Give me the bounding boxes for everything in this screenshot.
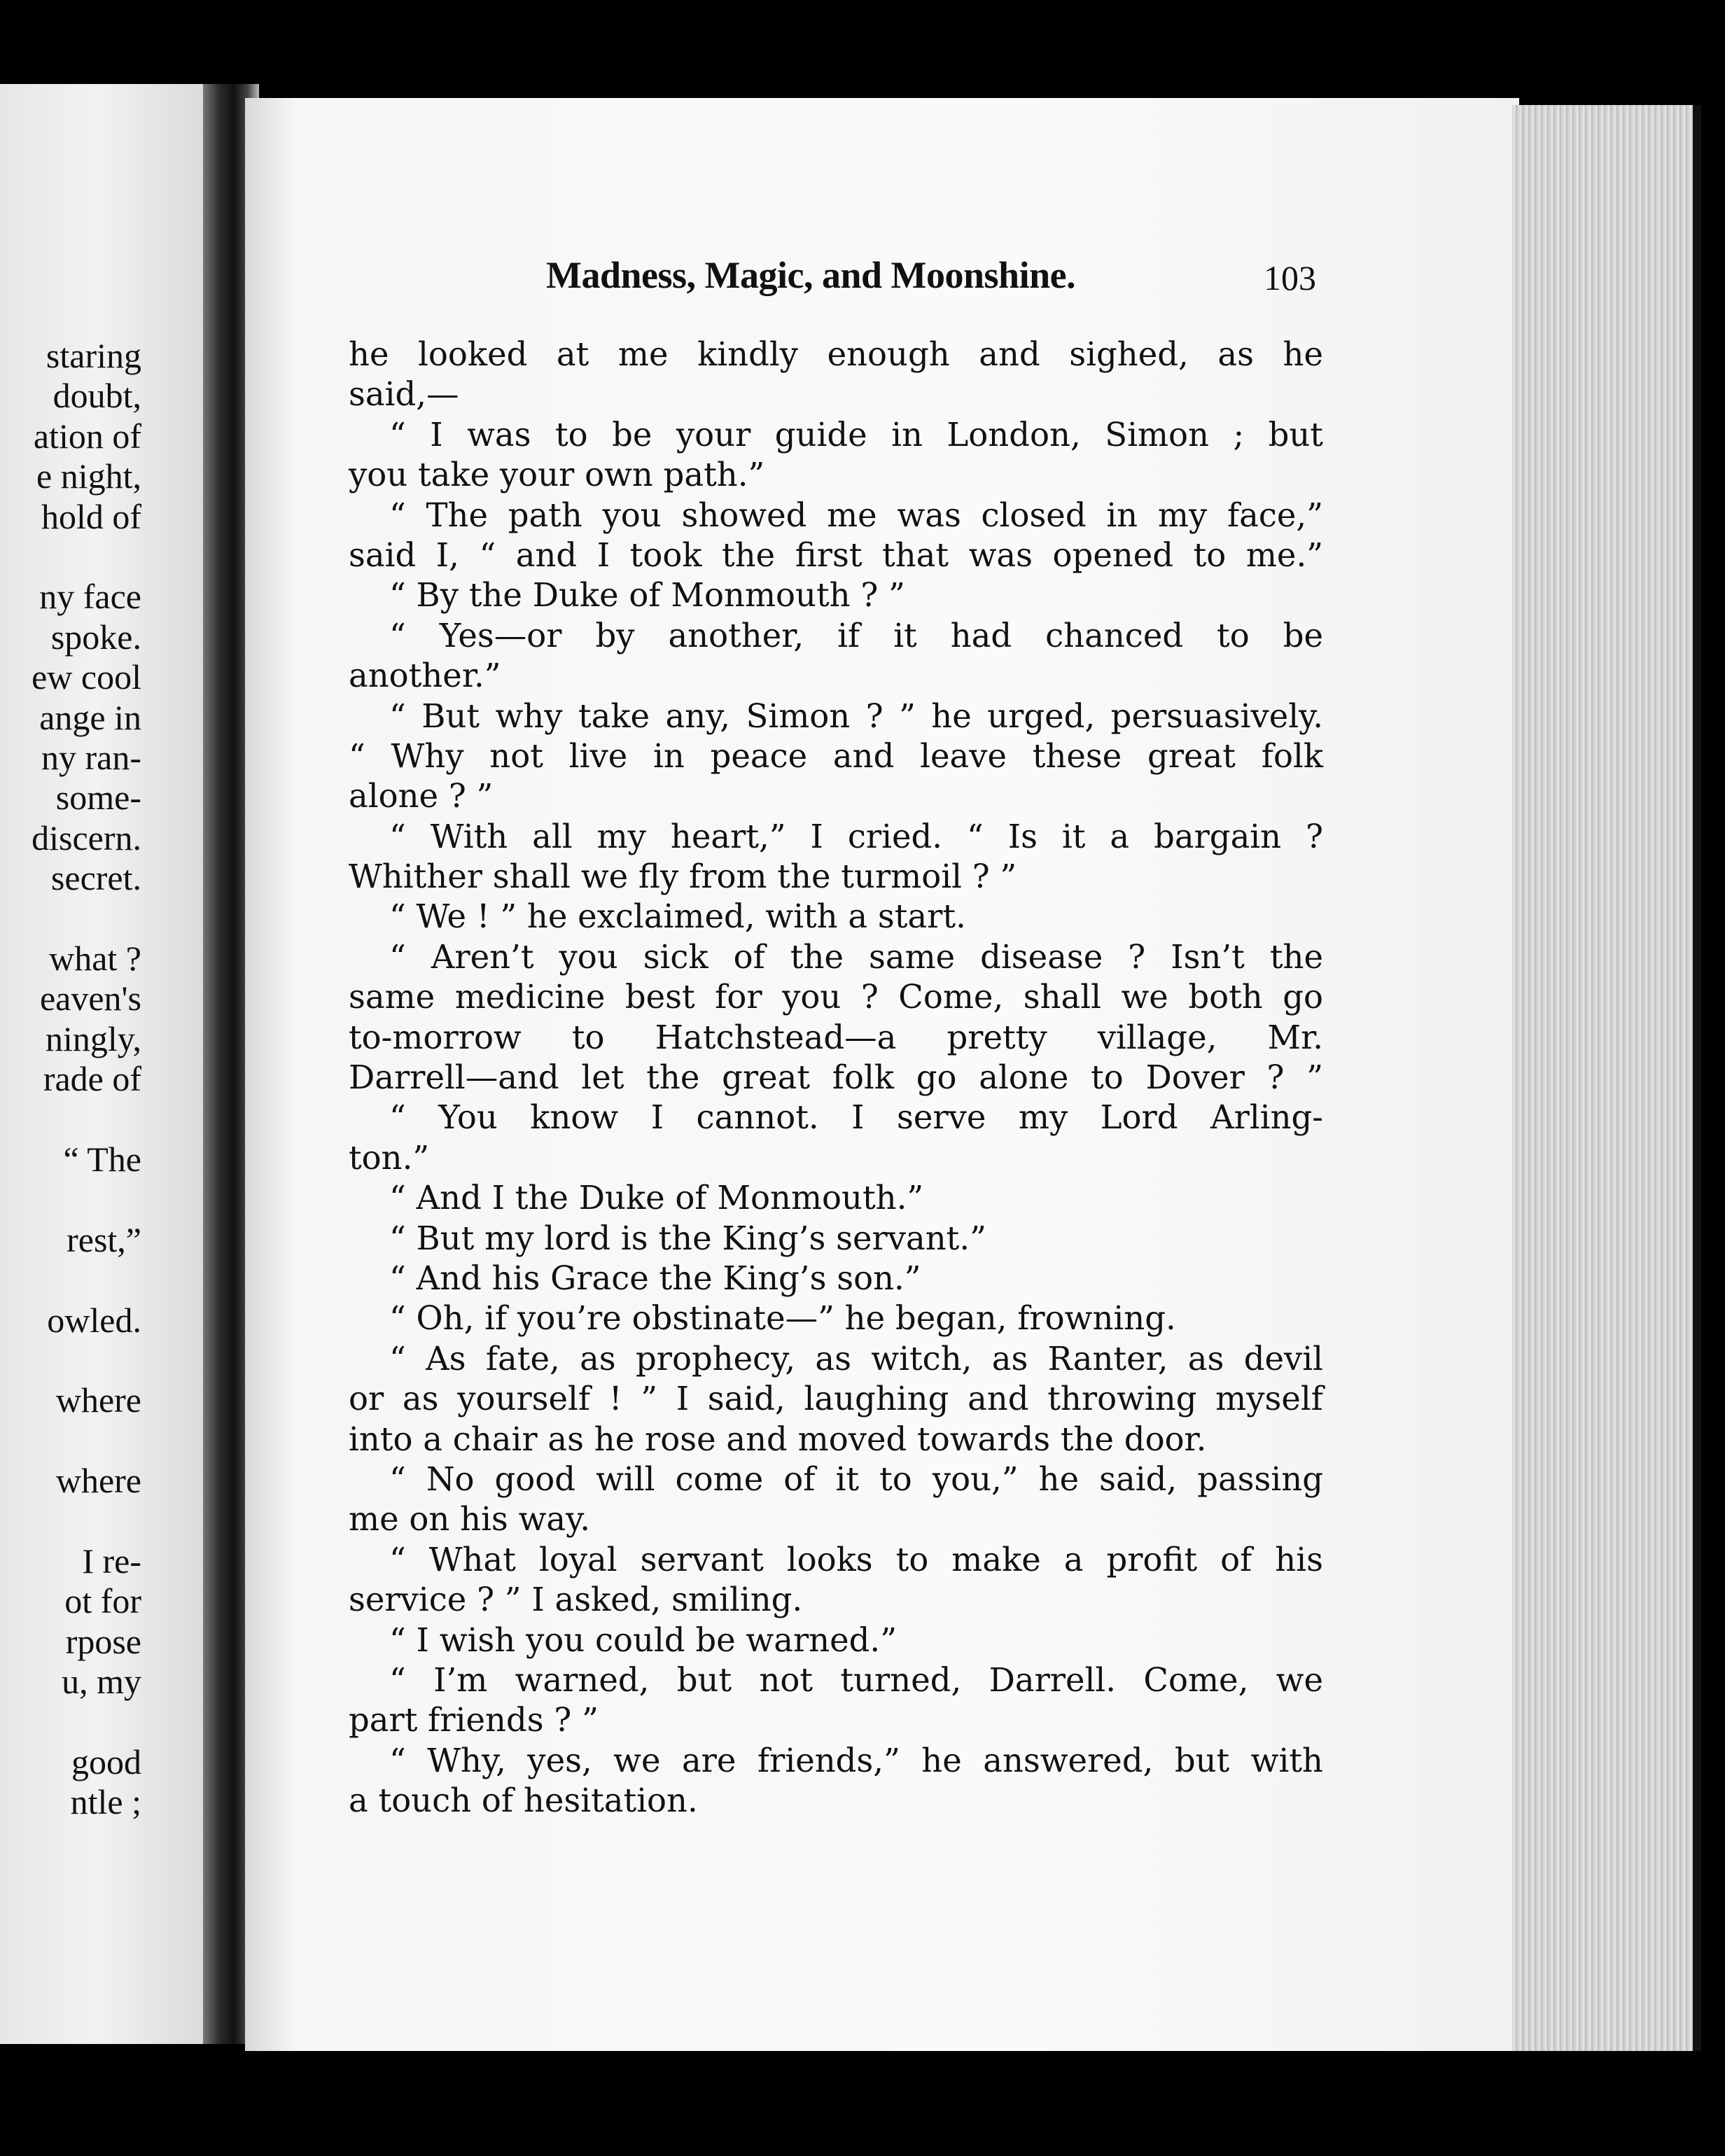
text-line: alone ? ”: [349, 777, 494, 816]
text-line: “ What loyal servant looks to make a profit of his: [389, 1540, 1323, 1578]
text-line: said I, “ and I took the first that was opened to me.”: [349, 536, 1323, 574]
left-page-fragment: rade of: [43, 1059, 141, 1099]
text-line: he looked at me kindly enough and sighed, as he: [349, 335, 1323, 373]
text-line: “ Why not live in peace and leave these great folk: [349, 736, 1323, 775]
left-page-fragment: ntle ;: [70, 1782, 141, 1822]
left-page-fragment: some-: [55, 778, 141, 818]
text-line: “ Yes—or by another, if it had chanced to be: [389, 616, 1323, 654]
text-line: “ Why, yes, we are friends,” he answered, but with: [389, 1741, 1323, 1779]
text-line: service ? ” I asked, smiling.: [349, 1581, 803, 1619]
left-page-fragment: ew cool: [32, 657, 141, 697]
text-line: Whither shall we fly from the turmoil ? ”: [349, 858, 1017, 896]
left-page-fragment: what ?: [49, 939, 141, 978]
text-line: “ With all my heart,” I cried. “ Is it a bargain ?: [389, 817, 1323, 855]
left-page-fragment: ot for: [64, 1581, 141, 1621]
left-page-fragment: rest,”: [67, 1219, 141, 1259]
text-line: “ I’m warned, but not turned, Darrell. Come, we: [389, 1660, 1323, 1699]
left-page-fragment: hold of: [41, 496, 141, 536]
text-line: “ And his Grace the King’s son.”: [389, 1259, 921, 1297]
text-line: to-morrow to Hatchstead—a pretty village, Mr.: [349, 1018, 1323, 1056]
left-page-fragment: staring: [46, 336, 141, 375]
text-line: “ No good will come of it to you,” he said, passing: [389, 1460, 1323, 1498]
text-line: “ I was to be your guide in London, Simon ; but: [389, 415, 1323, 454]
text-line: “ I wish you could be warned.”: [389, 1620, 897, 1659]
left-page-fragment: doubt,: [53, 376, 141, 416]
page-number: 103: [1264, 258, 1316, 298]
text-line: “ We ! ” he exclaimed, with a start.: [389, 897, 966, 936]
previous-page: [0, 84, 238, 2044]
text-line: “ As fate, as prophecy, as witch, as Ranter, as devil: [389, 1339, 1323, 1378]
left-page-fragment: ation of: [33, 416, 141, 456]
left-page-fragment: ny face: [39, 577, 141, 617]
text-line: same medicine best for you ? Come, shall we both go: [349, 978, 1323, 1016]
left-page-fragment: discern.: [32, 818, 141, 858]
left-page-fragment: eaven's: [39, 979, 141, 1018]
left-page-fragment: u, my: [62, 1662, 141, 1702]
text-line: Darrell—and let the great folk go alone to Dover ? ”: [349, 1058, 1323, 1097]
left-page-fragment: owled.: [47, 1300, 141, 1340]
text-line: “ You know I cannot. I serve my Lord Arling-: [389, 1098, 1323, 1137]
text-line: “ By the Duke of Monmouth ? ”: [389, 576, 905, 615]
text-line: part friends ? ”: [349, 1701, 599, 1740]
text-line: said,—: [349, 375, 459, 414]
text-line: “ The path you showed me was closed in my face,”: [389, 496, 1323, 534]
left-page-fragment: ny ran-: [41, 738, 141, 777]
text-line: “ Aren’t you sick of the same disease ? Isn’t the: [389, 937, 1323, 976]
left-page-fragment: rpose: [65, 1621, 141, 1661]
left-page-fragment: ningly,: [45, 1018, 141, 1058]
text-line: me on his way.: [349, 1500, 590, 1539]
text-line: “ But my lord is the King’s servant.”: [389, 1219, 986, 1257]
left-page-fragment: I re-: [82, 1541, 141, 1581]
text-line: “ Oh, if you’re obstinate—” he began, frowning.: [389, 1299, 1176, 1338]
left-page-fragment: spoke.: [50, 617, 141, 657]
left-page-fragment: good: [71, 1742, 141, 1782]
text-line: “ But why take any, Simon ? ” he urged, persuasively.: [389, 696, 1323, 735]
left-page-fragment: secret.: [50, 858, 141, 898]
left-page-fragment: “ The: [63, 1140, 141, 1179]
text-line: another.”: [349, 657, 501, 695]
text-line: a touch of hesitation.: [349, 1782, 698, 1820]
left-page-fragment: where: [55, 1380, 141, 1420]
page-edges: [1512, 105, 1701, 2051]
body-text: [349, 335, 1323, 1821]
running-head: Madness, Magic, and Moonshine.: [546, 254, 1076, 296]
left-page-fragment: ange in: [39, 697, 141, 737]
left-page-fragment: e night,: [36, 456, 141, 496]
text-line: or as yourself ! ” I said, laughing and throwing myself: [349, 1380, 1323, 1418]
text-line: “ And I the Duke of Monmouth.”: [389, 1179, 924, 1217]
text-line: ton.”: [349, 1138, 430, 1177]
text-line: you take your own path.”: [349, 456, 765, 494]
left-page-fragment: where: [55, 1461, 141, 1501]
text-line: into a chair as he rose and moved towards the door.: [349, 1420, 1207, 1458]
